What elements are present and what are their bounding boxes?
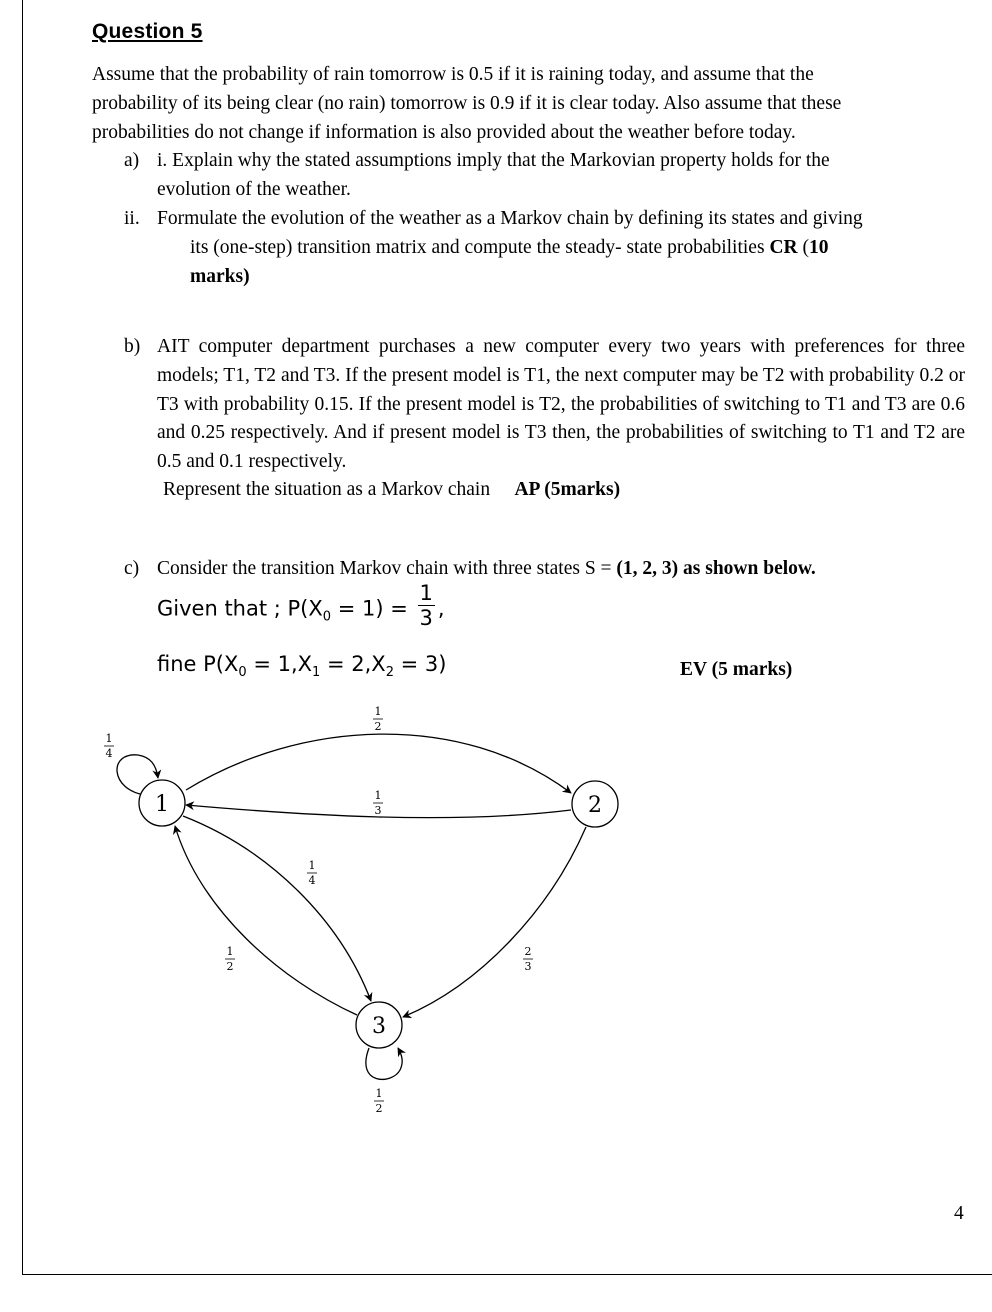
node-3 <box>356 1002 402 1048</box>
part-b-text: AIT computer department purchases a new computer every two years with preferences for three models; T1, T2 and T3. If the present model is T1, the next computer may be T2 with probability 0.2 or T3 with probability 0.15. If the present model is T2, the probabilities of switching to T1 and T3 are 0.6 and 0.25 respectively. And if present model is T3 then, the probabilities of switching to T1 and T2 are 0.5 and 0.1 respectively. <box>157 336 965 473</box>
fine-text: fine P(X <box>157 652 239 676</box>
part-a-ii-marker: ii. <box>124 208 140 229</box>
label-edge-1-1 <box>104 732 114 760</box>
label-den: 3 <box>374 804 382 817</box>
fine-text: = 1,X <box>246 652 313 676</box>
label-edge-2-3 <box>523 945 533 973</box>
label-den: 2 <box>375 1102 383 1115</box>
node-1-label: 1 <box>155 792 169 817</box>
label-den: 3 <box>524 960 532 973</box>
label-edge-3-1 <box>225 945 235 973</box>
part-a-i-line: evolution of the weather. <box>157 178 351 200</box>
edge-3-1 <box>175 826 357 1015</box>
given-fraction-den: 3 <box>419 606 433 630</box>
edge-1-2 <box>186 734 571 793</box>
node-1 <box>139 780 185 826</box>
part-b-represent-text: Represent the situation as a Markov chain <box>163 479 491 500</box>
edge-2-3 <box>403 827 586 1017</box>
given-sub: 0 <box>322 609 332 625</box>
given-suffix: , <box>437 596 445 621</box>
edge-1-3 <box>183 816 371 1001</box>
intro-line: probabilities do not change if information is also provided about the weather before today. <box>92 121 796 143</box>
part-a-ii-line1: Formulate the evolution of the weather as a Markov chain by defining its states and giving <box>157 208 863 229</box>
fine-text: = 3) <box>393 652 447 676</box>
label-edge-1-2 <box>373 705 383 733</box>
question-title: Question 5 <box>92 20 203 43</box>
label-num: 1 <box>226 945 234 958</box>
part-a-ii-marks: (10 <box>797 237 829 258</box>
label-den: 4 <box>105 747 113 760</box>
given-eq: = 1) = <box>331 596 415 621</box>
part-a-i-line: i. Explain why the stated assumptions imply that the Markovian property holds for the <box>157 150 830 171</box>
given-text: Given that ; P(X <box>157 596 323 621</box>
label-num: 2 <box>524 945 532 958</box>
part-a-ii-text: its (one-step) transition matrix and compute the steady- state probabilities <box>190 237 770 258</box>
part-c-text-plain: Consider the transition Markov chain with three states S = <box>157 558 617 579</box>
label-num: 1 <box>375 1087 383 1100</box>
label-den: 2 <box>374 720 382 733</box>
fine-text: = 2,X <box>320 652 386 676</box>
fine-sub: 0 <box>238 665 247 681</box>
label-num: 1 <box>374 789 382 802</box>
part-b-marks: AP (5marks) <box>514 479 621 500</box>
node-2 <box>572 781 618 827</box>
part-c-marker: c) <box>124 558 140 579</box>
part-a-ii-cr: CR <box>769 237 798 258</box>
label-edge-1-3 <box>307 859 317 887</box>
part-c-states: (1, 2, 3) as shown below. <box>616 558 816 579</box>
label-den: 4 <box>308 874 316 887</box>
edge-3-3 <box>366 1048 402 1079</box>
label-den: 2 <box>226 960 234 973</box>
part-a-marker: a) <box>124 150 140 171</box>
node-2-label: 2 <box>588 793 602 818</box>
label-num: 1 <box>374 705 382 718</box>
page-number: 4 <box>954 1203 964 1224</box>
label-edge-3-3 <box>374 1087 384 1115</box>
label-edge-2-1 <box>373 789 383 817</box>
label-num: 1 <box>105 732 113 745</box>
part-b-marker: b) <box>124 336 141 357</box>
node-3-label: 3 <box>372 1014 386 1039</box>
label-num: 1 <box>308 859 316 872</box>
intro-line: Assume that the probability of rain tomorrow is 0.5 if it is raining today, and assume that the <box>92 64 814 85</box>
intro-line: probability of its being clear (no rain) tomorrow is 0.9 if it is clear today. Also assume that these <box>92 92 842 114</box>
part-a-ii-marks-b: marks) <box>190 266 250 287</box>
part-c-marks: EV (5 marks) <box>680 659 793 680</box>
given-fraction-num: 1 <box>419 581 433 605</box>
fine-sub: 2 <box>385 665 394 681</box>
fine-sub: 1 <box>312 665 321 681</box>
